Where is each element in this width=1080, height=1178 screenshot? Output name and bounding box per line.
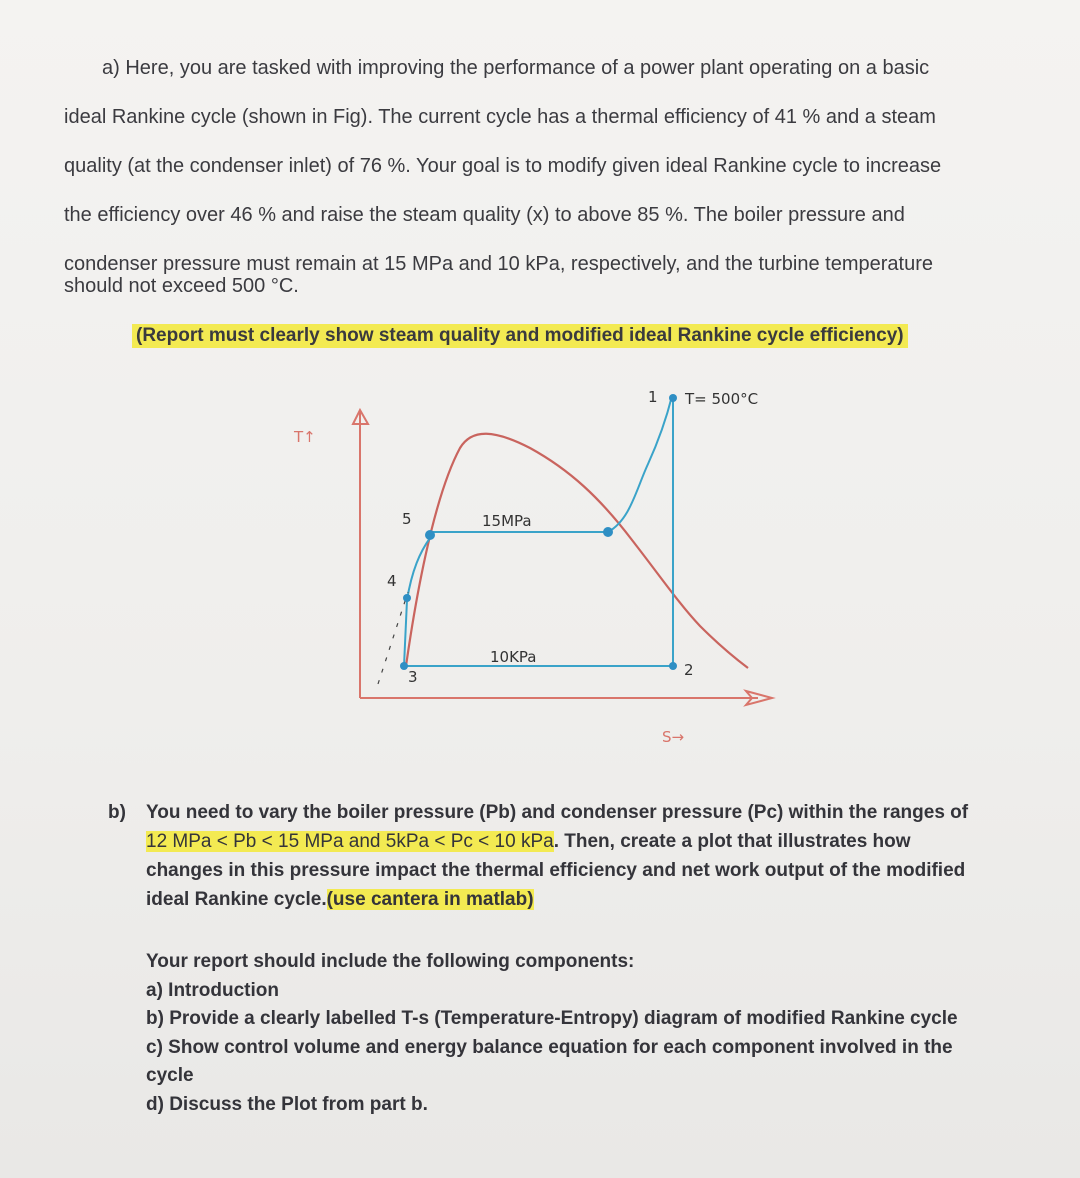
part-b-label: b) <box>108 802 126 823</box>
part-b-line-3: changes in this pressure impact the thermal efficiency and net work output of the modified <box>146 860 966 881</box>
state-point-3 <box>400 662 408 670</box>
part-a-line-3: quality (at the condenser inlet) of 76 %. Your goal is to modify given ideal Rankine cycle to increase <box>64 155 942 177</box>
part-b-line-2-rest: . Then, create a plot that illustrates how <box>553 831 911 852</box>
part-a-label: a) <box>102 57 120 79</box>
component-item: d) Discuss the Plot from part b. <box>146 1093 428 1115</box>
state-point-2 <box>669 662 677 670</box>
state-point-4 <box>403 594 411 602</box>
part-b-line-4-start: ideal Rankine cycle. <box>146 889 327 910</box>
y-axis-label: T↑ <box>294 428 316 446</box>
part-b-body <box>146 798 1028 914</box>
part-a-line-4: the efficiency over 46 % and raise the steam quality (x) to above 85 %. The boiler pressure and <box>64 204 905 226</box>
x-axis-label: S→ <box>662 728 685 746</box>
boiler-pressure-label: 15MPa <box>482 512 532 530</box>
report-components-intro: Your report should include the following components: <box>146 951 635 972</box>
state-point-5 <box>425 530 435 540</box>
state-label-4: 4 <box>387 572 397 590</box>
state-label-3: 3 <box>408 668 418 686</box>
condenser-pressure-label: 10KPa <box>490 648 537 666</box>
component-item: b) Provide a clearly labelled T-s (Temperature-Entropy) diagram of modified Rankine cycle <box>146 1008 958 1029</box>
ts-diagram-svg <box>280 380 820 760</box>
state-label-1: 1 <box>648 388 658 406</box>
pressure-range-highlight: 12 MPa < Pb < 15 MPa and 5kPa < Pc < 10 kPa <box>146 831 554 852</box>
part-a-paragraph <box>64 44 1024 301</box>
part-a-line-5: condenser pressure must remain at 15 MPa and 10 kPa, respectively, and the turbine temperature <box>64 253 933 275</box>
ts-diagram <box>280 380 820 760</box>
cantera-highlight: (use cantera in matlab) <box>326 889 534 910</box>
state-label-2: 2 <box>684 661 694 679</box>
saturated-vapor-point <box>603 527 613 537</box>
saturation-dome <box>406 434 748 668</box>
superheat-curve <box>608 396 672 532</box>
component-item: a) Introduction <box>146 979 279 1001</box>
turbine-temp-label: T= 500°C <box>685 390 759 408</box>
report-components <box>146 948 1026 1119</box>
pump-dashed-line <box>378 592 408 684</box>
part-a-line-6: should not exceed 500 °C. <box>64 275 299 297</box>
part-b-line-1: You need to vary the boiler pressure (Pb) and condenser pressure (Pc) within the ranges of <box>146 802 969 823</box>
state-label-5: 5 <box>402 510 412 528</box>
component-item: c) Show control volume and energy balance equation for each component involved in the <box>146 1036 953 1058</box>
state-point-1 <box>669 394 677 402</box>
component-item: cycle <box>146 1065 194 1086</box>
report-requirement-note: (Report must clearly show steam quality and modified ideal Rankine cycle efficiency) <box>132 324 908 348</box>
part-a-line-2: ideal Rankine cycle (shown in Fig). The current cycle has a thermal efficiency of 41 % and a steam <box>64 106 936 128</box>
part-a-line-1: Here, you are tasked with improving the performance of a power plant operating on a basic <box>125 57 930 79</box>
part-b-paragraph <box>108 798 1028 914</box>
